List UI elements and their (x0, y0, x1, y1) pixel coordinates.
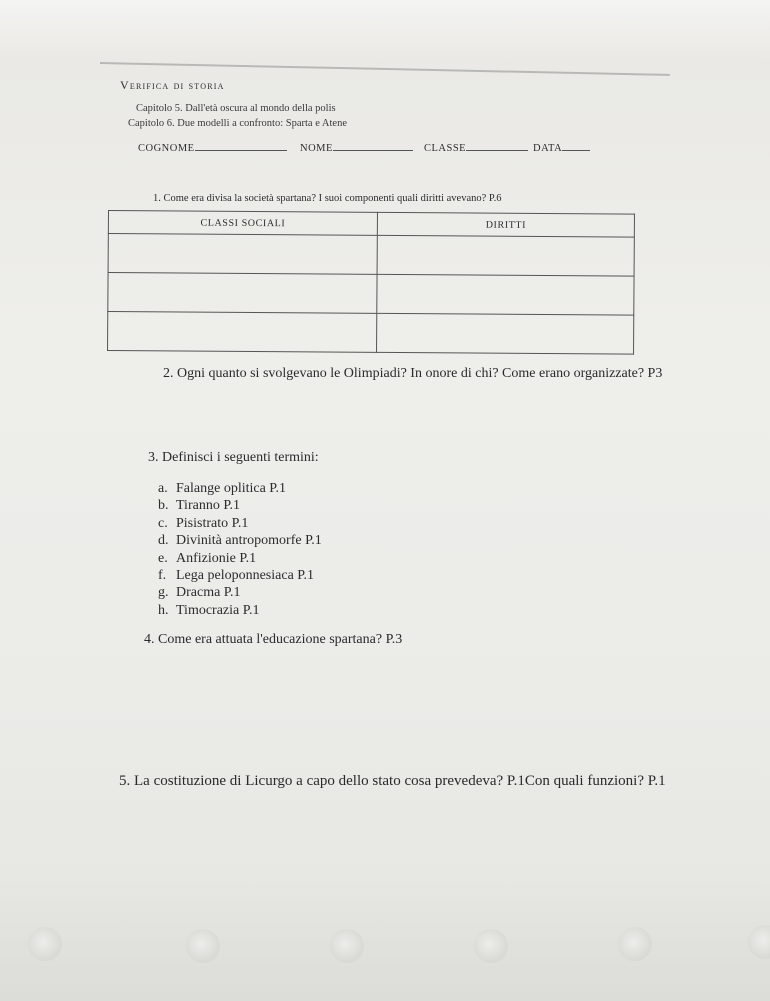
question-1: 1. Come era divisa la società spartana? I suoi componenti quali diritti avevano? P.6 (153, 193, 502, 204)
table-row (108, 234, 634, 277)
nome-blank[interactable] (333, 140, 413, 151)
nome-field[interactable] (300, 140, 413, 154)
list-item (158, 567, 322, 584)
item-letter: c. (158, 515, 168, 531)
social-classes-table (107, 210, 635, 355)
table-cell[interactable] (377, 313, 634, 354)
item-letter: a. (158, 481, 168, 496)
classe-label: CLASSE (424, 143, 467, 154)
page-highlight (0, 0, 770, 60)
binder-hole (474, 929, 508, 963)
question-5: 5. La costituzione di Licurgo a capo dello stato cosa prevedeva? P.1Con quali funzioni? P.1 (119, 773, 666, 789)
list-item (158, 602, 322, 619)
question-4: 4. Come era attuata l'educazione spartana? P.3 (144, 632, 403, 647)
item-text: Pisistrato P.1 (176, 515, 249, 531)
item-text: Timocrazia P.1 (176, 602, 260, 618)
item-letter: e. (158, 550, 168, 566)
list-item (158, 550, 322, 567)
terms-list (158, 480, 322, 619)
item-text: Tiranno P.1 (176, 498, 241, 514)
item-text: Anfizionie P.1 (176, 550, 257, 566)
binder-hole (330, 929, 364, 963)
cognome-label: COGNOME (138, 143, 195, 154)
nome-label: NOME (300, 143, 333, 154)
classe-blank[interactable] (466, 140, 528, 151)
item-text: Falange oplitica P.1 (176, 481, 287, 496)
list-item (158, 497, 322, 514)
cognome-field[interactable] (138, 140, 287, 154)
header-diritti: DIRITTI (377, 212, 634, 237)
top-rule (100, 62, 670, 76)
item-text: Dracma P.1 (176, 585, 241, 601)
binder-hole (748, 925, 770, 959)
chapter-2-heading: Capitolo 6. Due modelli a confronto: Sparta e Atene (128, 118, 347, 129)
table-cell[interactable] (377, 235, 634, 276)
data-blank[interactable] (562, 140, 590, 151)
binder-hole (186, 929, 220, 963)
classe-field[interactable] (424, 140, 528, 154)
chapter-1-heading: Capitolo 5. Dall'età oscura al mondo della polis (136, 103, 336, 114)
table-row (108, 312, 634, 355)
table-cell[interactable] (108, 312, 377, 353)
table-cell[interactable] (377, 274, 634, 315)
item-letter: h. (158, 602, 169, 618)
binder-hole (618, 927, 652, 961)
cognome-blank[interactable] (195, 140, 287, 151)
list-item (158, 532, 322, 549)
table-row (108, 273, 634, 316)
question-3: 3. Definisci i seguenti termini: (148, 450, 319, 465)
list-item (158, 584, 322, 601)
list-item (158, 515, 322, 532)
table-cell[interactable] (108, 273, 377, 314)
binder-holes (0, 915, 770, 995)
table-cell[interactable] (108, 234, 377, 275)
binder-hole (28, 927, 62, 961)
item-letter: f. (158, 568, 167, 584)
data-label: DATA (533, 143, 563, 154)
list-item (158, 480, 322, 497)
item-letter: b. (158, 498, 169, 514)
worksheet-title: Verifica di storia (120, 78, 225, 92)
question-2: 2. Ogni quanto si svolgevano le Olimpiadi? In onore di chi? Come erano organizzate? P3 (163, 366, 663, 381)
item-letter: g. (158, 585, 169, 601)
data-field[interactable] (533, 140, 590, 154)
item-text: Divinità antropomorfe P.1 (176, 533, 322, 549)
item-letter: d. (158, 533, 169, 549)
item-text: Lega peloponnesiaca P.1 (176, 568, 315, 584)
header-classi-sociali: CLASSI SOCIALI (108, 211, 377, 236)
